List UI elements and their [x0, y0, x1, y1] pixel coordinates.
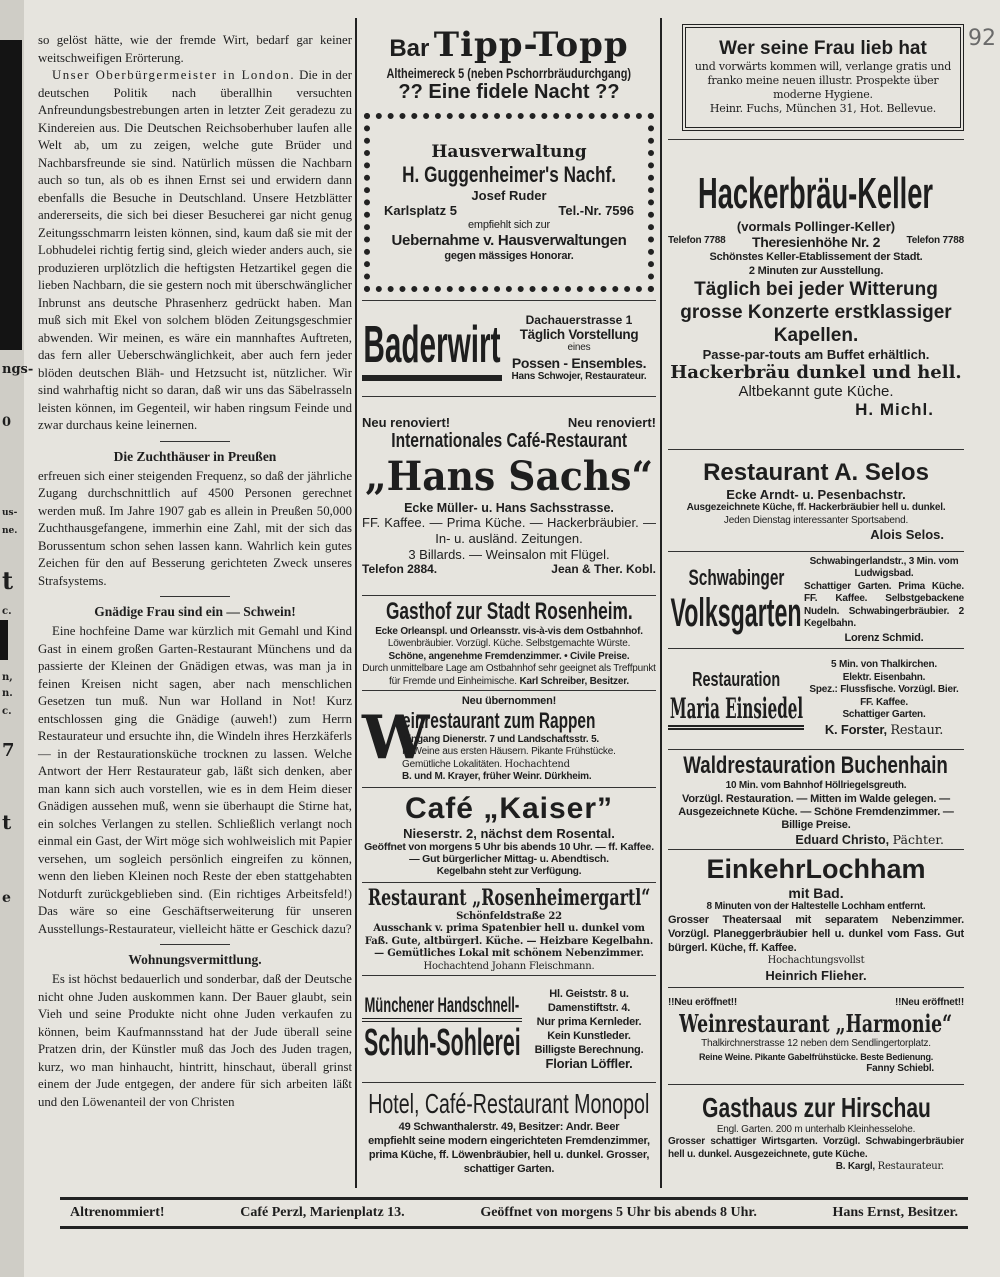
ad-text: Florian Löffler. [545, 1056, 633, 1072]
article-lead: Unser Oberbürgermeister in London. [52, 68, 296, 82]
article-column [38, 32, 352, 1111]
margin-fragment: us- [2, 508, 18, 518]
ad-text: Internationales Café-Restaurant [391, 430, 627, 453]
ad-text: B. Kargl, [835, 1161, 876, 1173]
ad-monopol [362, 1083, 656, 1180]
article-paragraph [38, 67, 352, 435]
ad-volksgarten [668, 552, 964, 649]
ad-text: FF. Kaffee. — Prima Küche. — Hackerbräubier. — In- u. ausländ. Zeitungen. [362, 515, 656, 547]
ad-title: Baderwirt [363, 316, 501, 375]
divider [160, 441, 230, 442]
ad-title: Waldrestauration Buchenhain [683, 752, 949, 780]
ad-text: Hochachtend Johann Fleischmann. [423, 960, 595, 972]
ad-buchenhain [668, 750, 964, 850]
ad-text: Dachauerstrasse 1 [525, 313, 633, 328]
ad-text: Altbekannt gute Küche. [738, 382, 894, 400]
ad-text: Telefon 7788 [668, 235, 726, 247]
ad-text: Nieserstr. 2, nächst dem Rosental. [403, 825, 615, 841]
column-rule [660, 18, 662, 1188]
article-paragraph: erfreuen sich einer steigenden Frequenz, so daß der jährliche Zugang durchschnittlich auf 4500 Personen gerechnet werden muß. Im Jahre 1907 gab es allein in Preußen 50,000 Zuchthausgefangene, immerhin eine Zahl, mit der sich das Borussentum schon sehen lassen kann. Wahrlich kein gutes Zeichen für den auf Besserung gerichteten Zweck unseres Strafsystems. [38, 468, 352, 588]
divider [160, 944, 230, 945]
ad-hausverwaltung [364, 113, 654, 292]
ad-text: 10 Min. vom Bahnhof Höllriegelsgreuth. [725, 780, 907, 792]
ad-text: Billigste Berechnung. [534, 1044, 644, 1057]
ad-text: Schwabingerlandstr., 3 Min. vom Ludwigsbad. [809, 555, 959, 580]
ad-text: Täglich bei jeder Witterung grosse Konzerte erstklassiger Kapellen. [680, 278, 952, 346]
ad-text: mit Bad. [788, 884, 844, 901]
ad-title: „Hans Sachs“ [364, 453, 654, 501]
ad-einkehr-lochham [668, 850, 964, 989]
ad-text: Altheimereck 5 (neben Pschorrbräudurchgang) [386, 64, 632, 81]
footer-text: Geöffnet von morgens 5 Uhr bis abends 8 Uhr. [480, 1205, 757, 1220]
ad-text: Uebernahme v. Hausverwaltungen [391, 231, 627, 249]
ad-text: Karl Schreiber, Besitzer. [519, 675, 629, 687]
ad-harmonie [668, 988, 964, 1085]
article-heading: Gnädige Frau sind ein — Schwein! [94, 604, 296, 619]
article-paragraph: Eine hochfeine Dame war kürzlich mit Gemahl und Kind Gast in einem großen Garten-Restaurant Münchens und da passierte der Kleinen der Gnädigen etwas, was man ja in feinen Kreisen nicht sagen, aber nach menschlichen Gesetzen tun muß. Nun war Holland in Not! Kurz entschlossen ging die Gnädige (auweh!) zum Herrn Restaurateur und ersuchte ihn, die Windeln ihres Herzkäferls — in der Restaurationsküche trocknen zu lassen. Welche Antwort der Herr Restaurateur gab, läßt sich denken, aber man kann sich auch vorstellen, wie es in dem Heim dieser Gnädigen aussehen muß, wenn sie überhaupt die Stirne hat, ein solches Verlangen zu stellen. Schließlich verlangt noch einmal ein Gast, der Wirt möge sich wohlweislich mit Papier versehen, um sogleich persönlich eingreifen zu können, wenn den lieben Kleinen noch Reste der eben stattgehabten Notdurft zurückgeblieben sind. (Ein richtiges Arbeitsfeld!) Das wäre so eine Geschäftserweiterung für unseren Ausstellungs-Restaurateur, vielleicht hätte er Geschick dazu? [38, 624, 352, 936]
ad-text: Neu renoviert! [567, 415, 656, 431]
ad-text: Schattiger Garten. [842, 709, 926, 721]
ad-text: (vormals Pollinger-Keller) [736, 218, 896, 234]
ad-text: 3 Billards. — Weinsalon mit Flügel. [408, 547, 610, 563]
ad-text: Fanny Schiebl. [866, 1063, 934, 1075]
ad-text: Täglich Vorstellung [519, 327, 639, 343]
ad-cafe-kaiser [362, 788, 656, 883]
ad-text: Hl. Geiststr. 8 u. [549, 988, 629, 1001]
ad-text: Bar [389, 34, 430, 62]
ad-title: Volksgarten [670, 590, 802, 635]
ad-text: B. und M. Krayer, früher Weinr. Dürkheim. [402, 771, 592, 783]
ad-text: Kegelbahn steht zur Verfügung. [436, 865, 582, 877]
margin-fragment: c. [2, 706, 12, 717]
ad-text: Schattiger Garten. Prima Küche. FF. Kaffee. Selbstgebackene Nudeln. Schwabingerbräubier. 2 Kegelbahn. [804, 580, 964, 630]
ad-restaurant-selos [668, 450, 964, 553]
ad-text: Theresienhöhe Nr. 2 [751, 233, 881, 250]
ad-text: Josef Ruder [471, 187, 547, 203]
ad-title: Gasthof zur Stadt Rosenheim. [385, 597, 633, 625]
article-paragraph: so gelöst hätte, wie der fremde Wirt, bedarf gar keiner weitschweifigen Erörterung. [38, 33, 352, 65]
ad-text: !!Neu eröffnet!! [668, 996, 738, 1008]
ad-title: Wer seine Frau lieb hat [719, 38, 927, 60]
margin-fragment: 7 [2, 740, 15, 761]
ad-title: Maria Einsiedel [669, 691, 803, 725]
ad-text: Thalkirchnerstrasse 12 neben dem Sendlingertorplatz. [701, 1038, 931, 1050]
ad-text: gegen mässiges Honorar. [444, 249, 574, 262]
ad-text: Restaur. [890, 722, 944, 738]
ad-text: 8 Minuten von der Haltestelle Lochham entfernt. [706, 900, 926, 912]
ad-text: Neu übernommen! [461, 694, 557, 707]
ad-title: Hotel, Café-Restaurant Monopol [368, 1087, 650, 1119]
ad-text: Restaurateur. [877, 1161, 944, 1173]
ad-text: Nur prima Kernleder. [536, 1016, 642, 1029]
article-heading: Die Zuchthäuser in Preußen [113, 448, 277, 464]
ad-column-right [668, 20, 964, 1180]
ad-text: Grosser Theatersaal mit separatem Nebenzimmer. Vorzügl. Planeggerbräubier hell u. dunkel vom Fass. Gut bürgerl. Küche, ff. Kaffee. [668, 914, 964, 955]
ad-text: ?? Eine fidele Nacht ?? [398, 80, 620, 103]
ad-title: Restaurant A. Selos [703, 459, 929, 487]
ad-text: empfiehlt sich zur [468, 218, 550, 231]
ad-text: eines [567, 342, 591, 354]
margin-fragment: t [2, 810, 12, 834]
ad-initial: W [362, 702, 430, 773]
ad-text: Pächter. [892, 831, 944, 847]
ad-text: Ausgezeichnete Küche, ff. Hackerbräubier hell u. dunkel. [686, 502, 946, 514]
margin-fragment: n, [2, 672, 13, 683]
ad-text: Alois Selos. [870, 527, 944, 543]
footer-ad-cafe-perzl [60, 1197, 968, 1229]
ad-text: Geöffnet von morgens 5 Uhr bis abends 10 Uhr. — ff. Kaffee. — Gut bürgerlicher Mittag- u. Abendtisch. [364, 840, 654, 866]
ad-text: Eingang Dienerstr. 7 und Landschaftsstr. 5. [402, 733, 600, 745]
ad-hirschau [668, 1085, 964, 1180]
ad-text: Restauration [691, 668, 781, 691]
ad-wer-seine-frau [682, 24, 964, 131]
ad-text: !!Neu eröffnet!! [894, 996, 964, 1008]
article-paragraph: Es ist höchst bedauerlich und sonderbar, daß der Deutsche nicht ohne Juden auskommen kann. Der Bauer glaubt, sein Vieh und seine Produkte nicht ohne Juden verkaufen zu können, beim Kaufmannsstand hat der Jude überall seine Pratzen drin, der Künstler muß das Joch des Juden tragen, kurz, wo man hinhaucht, hintritt, hinschaut, überall grinst einem der Jude entgegen, der andere für sich arbeiten läßt und den Löwenanteil der von Christen [38, 972, 352, 1109]
ad-text: Karlsplatz 5 [384, 202, 457, 218]
ad-text: Gemütliche Lokalitäten. [402, 758, 502, 770]
footer-text: Café Perzl, Marienplatz 13. [240, 1205, 405, 1220]
ad-text: Engl. Garten. 200 m unterhalb Kleinhesselohe. [716, 1123, 916, 1135]
ad-text: Hochachtend [504, 758, 570, 770]
ad-text: Vorzügl. Restauration. — Mitten im Walde gelegen. — Ausgezeichnete Küche. — Schöne Fremdenzimmer. — Billige Preise. [678, 792, 954, 831]
ad-text: Schönfeldstraße 22 [456, 910, 562, 922]
ad-column-middle [362, 20, 656, 1180]
ad-text: Kein Kunstleder. [547, 1030, 631, 1043]
ad-text: Elektr. Eisenbahn. [842, 671, 926, 683]
ad-title: einrestaurant zum Rappen [402, 707, 596, 733]
ad-title: EinkehrLochham [706, 853, 926, 884]
ad-zum-rappen [362, 691, 656, 788]
margin-fragment: ngs- [2, 362, 34, 377]
ad-title: Münchener Handschnell- [364, 993, 520, 1017]
ad-text: Ecke Arndt- u. Pesenbachstr. [726, 487, 906, 503]
ad-title: Café „Kaiser” [404, 791, 614, 825]
ad-text: empfiehlt seine modern eingerichteten Fremdenzimmer, prima Küche, ff. Löwenbräubier, hell u. dunkel. Grosser, schattiger Garten. [368, 1134, 650, 1175]
ad-text: 5 Min. von Thalkirchen. [831, 659, 937, 671]
ad-text: Damenstiftstr. 4. [547, 1002, 631, 1015]
ad-text: Jean & Ther. Kobl. [551, 562, 656, 577]
article-text: Die in der deutschen Politik nach überallhin versuchten Anfreundungsbestrebungen arten in letzter Zeit geradezu zu Kindereien aus. Die Deutschen Reichsoberhuber laufen alle Welt ab, um zu zeigen, welche gute Brüder und Nachbarsfreunde sie sind. Natürlich müssen die Nachbarn auch so tun, als ob es ihnen Ernst sei und erwidern dann ebenfalls die Besuche in Deutschland. Unsere Hetzblätter andererseits, die sich bei dieser Besucherei gar nicht genug Zeitungsschmarrn leisten können, sind, kaum daß sie mit der Lobhudelei richtig fertig sind, gleich wieder anders auch, sie produzieren urplötzlich die heftigsten Hetzartikel gegen die lieben Nachbarn, die sie gestern noch mit überschwänglicher Inbrunst ans deutsche Phrasenherz gedrückt haben. Man muß sich mit Ekel von solchem blöden Zeitungsgeschmier abwenden. Wir meinen, es wäre ein mannhaftes Auftreten, das fern aller Ueberschwänglichkeit, aber auch fern jeder blöden deutschen Bläh- und Hetzsucht ist, nützlicher. Wir sind wahrhaftig nicht so daran, daß wir uns das Säbelrasseln leisten können, im Gegenteil, wir haben ringsum Feinde und zwar durchaus keine leinernen. [38, 68, 352, 432]
ad-text: Löwenbräubier. Vorzügl. Küche. Selbstgemachte Würste. [387, 638, 631, 649]
ad-text: Ausschank v. prima Spatenbier hell u. dunkel vom Faß. Gute, altbürgerl. Küche. — Heizbare Kegelbahn. — Gemütliches Lokal mit schönem Nebenzimmer. [364, 923, 654, 960]
footer-text: Hans Ernst, Besitzer. [832, 1205, 958, 1220]
ad-text: Schwabinger [688, 564, 784, 590]
ad-title: Schuh-Sohlerei [363, 1021, 521, 1064]
ad-title: H. Guggenheimer's Nachf. [402, 161, 616, 187]
ad-text: Telefon 7788 [906, 235, 964, 247]
margin-fragment: c. [2, 606, 12, 617]
ad-text: Tel.-Nr. 7596 [558, 202, 634, 218]
ad-text: Hausverwaltung [431, 141, 587, 162]
ad-title: Tipp-Topp [433, 24, 629, 65]
margin-fragment: 0 [2, 415, 12, 430]
ad-text: Hackerbräu dunkel und hell. [670, 361, 962, 383]
ad-title: Restaurant „Rosenheimergartl“ [367, 884, 651, 911]
margin-fragment: e [2, 890, 11, 906]
ad-hans-sachs [362, 397, 656, 596]
ad-text: Telefon 2884. [362, 562, 438, 577]
ad-text: H. Michl. [855, 399, 934, 419]
article-heading: Wohnungsvermittlung. [128, 952, 262, 967]
ad-text: Ecke Orleanspl. und Orleansstr. vis-à-vis dem Ostbahnhof. [375, 625, 643, 637]
ad-schuh-sohlerei [362, 976, 656, 1083]
ad-text: Hochachtungsvollst [767, 955, 865, 967]
ad-text: Ecke Müller- u. Hans Sachsstrasse. [404, 501, 614, 516]
ad-text: Heinr. Fuchs, München 31, Hot. Bellevue. [709, 102, 937, 116]
ad-text: Neu renoviert! [362, 415, 451, 431]
ad-baderwirt [362, 300, 656, 397]
ad-text: K. Forster, [824, 721, 887, 737]
ad-text: Hans Schwojer, Restaurateur. [511, 370, 647, 382]
ad-text: Ia Weine aus ersten Häusern. Pikante Frühstücke. [402, 746, 616, 758]
ad-text: Reine Weine. Pikante Gabelfrühstücke. Beste Bedienung. [698, 1051, 934, 1062]
ad-text: Schönstes Keller-Etablissement der Stadt. [709, 250, 923, 263]
ad-text: Heinrich Flieher. [765, 967, 867, 983]
ad-text: 49 Schwanthalerstr. 49, Besitzer: Andr. Beer [398, 1120, 620, 1133]
ad-text: Jeden Dienstag interessanter Sportsabend. [723, 514, 909, 526]
ad-title: Weinrestaurant „Harmonie“ [679, 1009, 953, 1039]
ad-text: Passe-par-touts am Buffet erhältlich. [702, 346, 930, 362]
margin-fragment: ne. [2, 526, 18, 536]
ad-text: und vorwärts kommen will, verlange gratis und franko meine neuen illustr. Prospekte über moderne Hygiene. [694, 60, 952, 102]
margin-fragment: n. [2, 688, 13, 699]
ad-title: Gasthaus zur Hirschau [701, 1091, 931, 1123]
ad-text: 2 Minuten zur Ausstellung. [748, 264, 884, 277]
ad-gasthof-rosenheim [362, 596, 656, 692]
ad-text: Durch unmittelbare Lage am Ostbahnhof sehr geeignet als Treffpunkt für Fremde und Einheimische. [362, 663, 656, 687]
page-number: 92 [968, 26, 996, 51]
ad-text: Lorenz Schmid. [844, 631, 924, 644]
footer-text: Altrenommiert! [70, 1205, 165, 1220]
divider [160, 596, 230, 597]
ad-rosenheimergartl [362, 883, 656, 977]
ad-title: Hackerbräu-Keller [698, 168, 934, 218]
ad-text: Spez.: Flussfische. Vorzügl. Bier. FF. Kaffee. [809, 684, 959, 708]
ad-tipp-topp [362, 20, 656, 109]
ad-maria-einsiedel [668, 649, 964, 750]
ad-text: Possen - Ensembles. [511, 354, 647, 371]
adjacent-page-edge [0, 0, 34, 1277]
ad-text: Grosser schattiger Wirtsgarten. Vorzügl. Schwabingerbräubier hell u. dunkel. Ausgezeichnete, gute Küche. [668, 1136, 964, 1160]
margin-fragment: t [2, 566, 14, 595]
ad-text: Eduard Christo, [795, 832, 890, 847]
column-rule [355, 18, 357, 1188]
ad-text: Schöne, angenehme Fremdenzimmer. • Civile Preise. [388, 650, 630, 662]
ad-hackerbraeu-keller [668, 139, 964, 450]
